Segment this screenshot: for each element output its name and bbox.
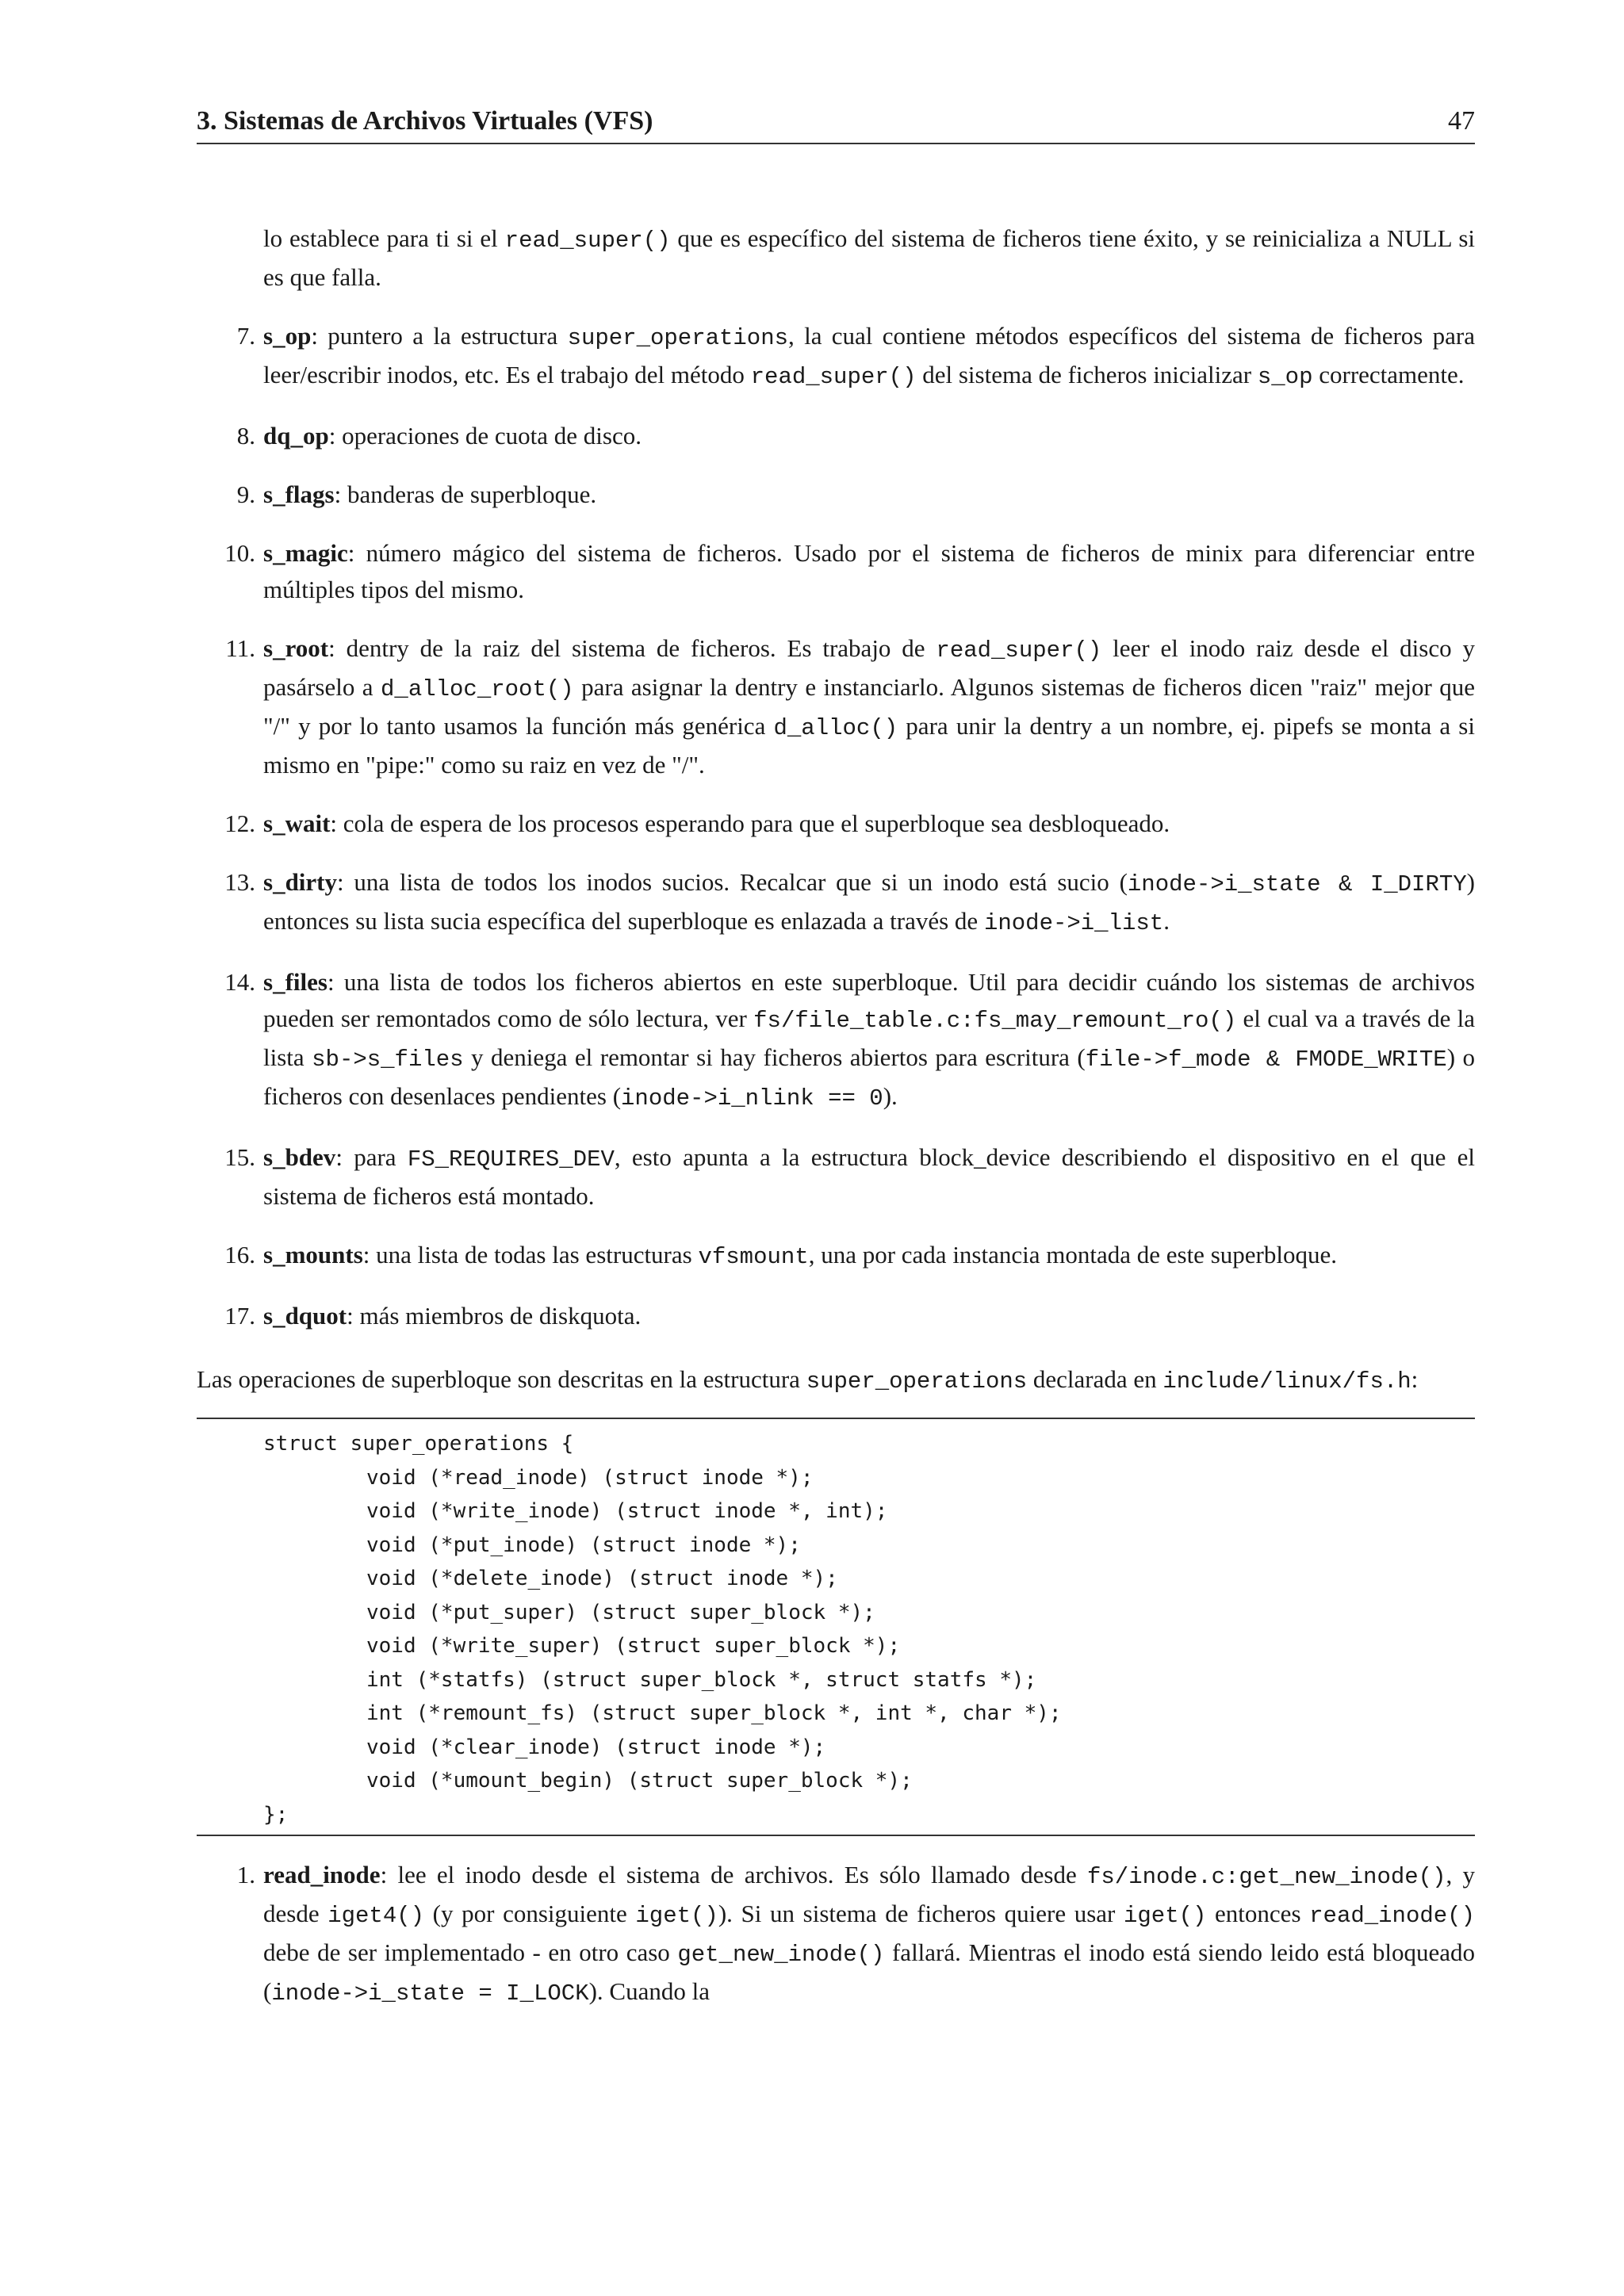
superblock-fields-list	[197, 318, 1475, 1334]
item-term: s_bdev	[263, 1143, 336, 1171]
code-run: read_inode()	[1309, 1903, 1475, 1929]
item-term: s_wait	[263, 809, 331, 837]
text-run: leer el inodo raiz desde el disco y pasárselo a	[263, 634, 1475, 701]
code-line: void (*write_inode) (struct inode *, int);	[366, 1499, 888, 1523]
code-run: d_alloc_root()	[381, 676, 574, 702]
code-line: void (*read_inode) (struct inode *);	[366, 1465, 814, 1490]
text-run: : una lista de todos los ficheros abiertos en este superbloque. Util para decidir cuándo los sistemas de archivos pueden ser remontados como de sólo lectura, ver	[263, 968, 1475, 1032]
code-run: d_alloc()	[773, 715, 898, 741]
text-run: ) entonces su lista sucia específica del superbloque es enlazada a través de	[263, 868, 1475, 935]
list-item	[197, 1237, 1475, 1276]
code-line: void (*put_inode) (struct inode *);	[366, 1533, 801, 1557]
item-term: s_root	[263, 634, 329, 662]
item-term: s_flags	[263, 480, 335, 508]
item-term: s_mounts	[263, 1241, 363, 1269]
code-line: void (*umount_begin) (struct super_block *);	[366, 1769, 913, 1793]
item-term: read_inode	[263, 1861, 381, 1888]
code-line: void (*delete_inode) (struct inode *);	[366, 1567, 838, 1590]
intro-paragraph	[197, 220, 1475, 296]
text-run: declarada en	[1027, 1365, 1163, 1393]
code-run: inode->i_nlink == 0	[621, 1085, 883, 1112]
code-line: void (*clear_inode) (struct inode *);	[366, 1735, 826, 1759]
text-run: Las operaciones de superbloque son descritas en la estructura	[197, 1365, 806, 1393]
code-run: vfsmount	[698, 1244, 809, 1270]
code-run: super_operations	[567, 325, 789, 351]
code-run: read_super()	[504, 228, 671, 254]
text-run: : para	[335, 1143, 408, 1171]
item-term: s_dquot	[263, 1302, 347, 1330]
item-term: s_files	[263, 968, 327, 996]
body-text	[197, 220, 1475, 2012]
list-item	[197, 1298, 1475, 1334]
code-line: int (*statfs) (struct super_block *, struct statfs *);	[366, 1667, 1037, 1692]
item-term: s_dirty	[263, 868, 337, 896]
item-number: 17.	[224, 1302, 255, 1330]
code-run: read_super()	[936, 637, 1102, 664]
text-run: el cual va a través de la lista	[263, 1004, 1475, 1071]
item-number: 9.	[236, 480, 255, 508]
text-run: , la cual contiene métodos específicos del sistema de ficheros para leer/escribir inodos, etc. Es el trabajo del método	[263, 322, 1476, 388]
chapter-title: 3. Sistemas de Archivos Virtuales (VFS)	[197, 106, 653, 136]
code-run: sb->s_files	[312, 1047, 464, 1073]
item-number: 15.	[224, 1143, 255, 1171]
text-run: debe de ser implementado - en otro caso	[263, 1938, 678, 1966]
code-run: include/linux/fs.h	[1162, 1368, 1411, 1395]
code-run: fs/file_table.c:fs_may_remount_ro()	[753, 1008, 1237, 1034]
item-number: 12.	[224, 809, 255, 837]
code-line: void (*write_super) (struct super_block *);	[366, 1634, 901, 1658]
item-term: dq_op	[263, 422, 329, 450]
item-term: s_op	[263, 322, 312, 350]
code-line: };	[263, 1802, 289, 1827]
text-run: entonces	[1206, 1900, 1310, 1927]
text-run: : banderas de superbloque.	[334, 480, 597, 508]
text-run: y deniega el remontar si hay ficheros abiertos para escritura (	[463, 1043, 1086, 1071]
text-run: : más miembros de diskquota.	[347, 1302, 642, 1330]
document-page	[197, 0, 1475, 2296]
text-run: : dentry de la raiz del sistema de ficheros. Es trabajo de	[328, 634, 936, 662]
list-item	[197, 318, 1475, 396]
code-body	[263, 1461, 1475, 1798]
code-run: inode->i_state = I_LOCK	[271, 1980, 589, 2007]
list-item	[197, 1139, 1475, 1215]
code-run: get_new_inode()	[677, 1942, 885, 1968]
text-run: ). Si un sistema de ficheros quiere usar	[718, 1900, 1124, 1927]
text-run: ) o ficheros con desenlaces pendientes (	[263, 1043, 1475, 1110]
item-number: 11.	[225, 634, 255, 662]
code-line: int (*remount_fs) (struct super_block *, int *, char *);	[366, 1701, 1062, 1725]
code-run: s_op	[1257, 364, 1313, 390]
text-run: ).	[883, 1082, 898, 1110]
text-run: : una lista de todos los inodos sucios. Recalcar que si un inodo está sucio (	[337, 868, 1128, 896]
code-run: iget()	[635, 1903, 718, 1929]
text-run: (y por consiguiente	[424, 1900, 636, 1927]
list-item	[197, 535, 1475, 608]
text-run: : operaciones de cuota de disco.	[328, 422, 642, 450]
item-number: 14.	[224, 968, 255, 996]
code-line: struct super_operations {	[263, 1432, 574, 1456]
code-run: FS_REQUIRES_DEV	[407, 1146, 615, 1173]
text-run: , una por cada instancia montada de este superbloque.	[808, 1241, 1337, 1269]
text-run: fallará. Mientras el inodo está siendo leido está bloqueado (	[263, 1938, 1475, 2005]
code-run: fs/inode.c:get_new_inode()	[1087, 1864, 1446, 1890]
text-run: lo establece para ti si el	[263, 224, 505, 252]
text-run: : número mágico del sistema de ficheros. Usado por el sistema de ficheros de minix para diferenciar entre múltiples tipos del mismo.	[263, 539, 1475, 603]
text-run: : puntero a la estructura	[311, 322, 568, 350]
code-run: inode->i_state & I_DIRTY	[1127, 871, 1467, 897]
item-number: 7.	[236, 322, 255, 350]
item-number: 13.	[224, 868, 255, 896]
text-run: correctamente.	[1312, 361, 1465, 388]
text-run: .	[1163, 907, 1170, 935]
item-number: 10.	[224, 539, 255, 567]
page-number: 47	[1448, 106, 1475, 136]
operations-paragraph	[197, 1361, 1475, 1400]
code-run: inode->i_list	[983, 910, 1164, 936]
code-run: super_operations	[806, 1368, 1028, 1395]
text-run: para asignar la dentry e instanciarlo. Algunos sistemas de ficheros dicen "raiz" mejor que "/" y por lo tanto usamos la función más genérica	[263, 673, 1475, 740]
text-run: , y desde	[263, 1861, 1476, 1927]
text-run: : cola de espera de los procesos esperando para que el superbloque sea desbloqueado.	[330, 809, 1170, 837]
item-number: 8.	[236, 422, 255, 450]
list-item	[197, 864, 1475, 942]
text-run: , esto apunta a la estructura block_device describiendo el dispositivo en el que el sistema de ficheros está montado.	[263, 1143, 1475, 1210]
code-run: iget4()	[327, 1903, 425, 1929]
code-listing	[197, 1418, 1475, 1836]
item-number: 16.	[224, 1241, 255, 1269]
text-run: para unir la dentry a un nombre, ej. pipefs se monta a si mismo en "pipe:" como su raiz en vez de "/".	[263, 712, 1475, 779]
running-header	[197, 103, 1475, 144]
code-run: file->f_mode & FMODE_WRITE	[1085, 1047, 1447, 1073]
text-run: : lee el inodo desde el sistema de archivos. Es sólo llamado desde	[380, 1861, 1087, 1888]
text-run: ). Cuando la	[588, 1977, 710, 2005]
code-run: read_super()	[750, 364, 917, 390]
list-item	[197, 964, 1475, 1117]
list-item	[197, 476, 1475, 513]
list-item	[197, 806, 1475, 842]
item-term: s_magic	[263, 539, 348, 567]
text-run: que es específico del sistema de ficheros tiene éxito, y se reinicializa a NULL si es que falla.	[263, 224, 1475, 291]
list-item	[197, 418, 1475, 454]
code-line: void (*put_super) (struct super_block *);	[366, 1600, 875, 1624]
list-item	[197, 1857, 1475, 2012]
code-run: iget()	[1124, 1903, 1207, 1929]
operations-list	[197, 1857, 1475, 2012]
text-run: del sistema de ficheros inicializar	[916, 361, 1258, 388]
item-number: 1.	[236, 1861, 255, 1888]
text-run: : una lista de todas las estructuras	[362, 1241, 699, 1269]
text-run: :	[1411, 1365, 1419, 1393]
list-item	[197, 630, 1475, 783]
